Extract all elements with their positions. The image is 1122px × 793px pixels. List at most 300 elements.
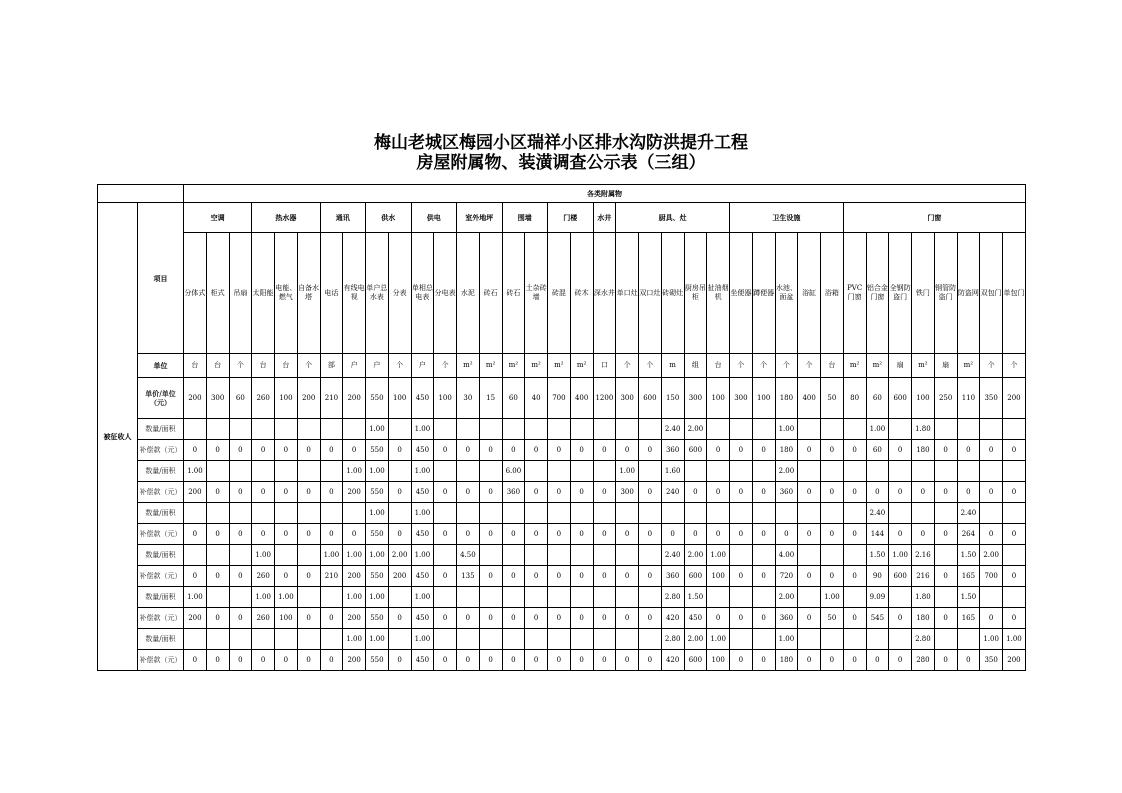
qty-cell [297,419,320,440]
comp-cell: 0 [934,440,957,461]
comp-label: 补偿款（元） [138,566,184,587]
comp-cell: 210 [320,566,343,587]
qty-cell [479,587,502,608]
comp-cell: 0 [616,566,639,587]
unit-cell: 个 [639,354,662,378]
qty-cell [821,629,844,650]
qty-cell [616,629,639,650]
qty-cell [229,419,252,440]
qty-cell: 1.00 [866,419,889,440]
qty-cell [570,419,593,440]
unit-cell: m² [502,354,525,378]
comp-cell: 0 [229,650,252,671]
qty-cell [593,461,616,482]
comp-cell: 0 [320,650,343,671]
item-name: PVC门窗 [843,233,866,354]
qty-cell: 1.00 [411,629,434,650]
qty-cell: 1.50 [684,587,707,608]
price-cell: 200 [297,378,320,419]
comp-cell: 0 [502,650,525,671]
qty-cell [593,503,616,524]
item-name: 单相总电表 [411,233,434,354]
table-row [98,419,1026,440]
comp-cell: 0 [252,482,275,503]
comp-cell: 0 [639,608,662,629]
qty-cell: 2.80 [661,587,684,608]
qty-cell: 1.00 [707,629,730,650]
item-name: 铝合金门窗 [866,233,889,354]
comp-cell: 0 [639,650,662,671]
unit-cell: m² [548,354,571,378]
item-name: 浴缸 [798,233,821,354]
qty-cell: 1.00 [411,545,434,566]
comp-cell: 0 [934,566,957,587]
qty-cell: 1.50 [957,545,980,566]
comp-cell: 0 [1003,440,1026,461]
qty-cell [752,587,775,608]
comp-cell: 0 [525,524,548,545]
price-cell: 110 [957,378,980,419]
unit-cell: 台 [821,354,844,378]
comp-cell: 100 [707,650,730,671]
comp-cell: 264 [957,524,980,545]
comp-cell: 300 [616,482,639,503]
qty-cell: 1.00 [366,587,389,608]
qty-cell: 2.80 [661,629,684,650]
comp-cell: 0 [684,482,707,503]
comp-cell: 0 [980,608,1003,629]
price-cell: 400 [570,378,593,419]
comp-cell: 260 [252,566,275,587]
qty-cell: 1.00 [1003,629,1026,650]
qty-cell: 1.00 [411,587,434,608]
qty-cell [912,503,935,524]
qty-cell [275,461,298,482]
qty-cell [252,629,275,650]
qty-label: 数量/面积 [138,503,184,524]
comp-cell: 0 [297,650,320,671]
comp-cell: 0 [502,608,525,629]
comp-cell: 0 [548,608,571,629]
item-name: 全钢防盗门 [889,233,912,354]
qty-cell [934,503,957,524]
comp-cell: 0 [616,440,639,461]
comp-cell: 0 [707,524,730,545]
comp-cell: 0 [957,482,980,503]
item-name: 有线电视 [343,233,366,354]
item-name: 柜式 [206,233,229,354]
comp-cell: 0 [934,650,957,671]
comp-cell: 0 [388,608,411,629]
qty-cell [821,503,844,524]
comp-cell: 0 [525,650,548,671]
comp-cell: 0 [730,440,753,461]
comp-cell: 0 [798,608,821,629]
unit-cell: 组 [684,354,707,378]
qty-cell: 1.00 [366,461,389,482]
comp-cell: 0 [275,482,298,503]
item-name: 蹲便器 [752,233,775,354]
comp-cell: 216 [912,566,935,587]
comp-cell: 0 [593,482,616,503]
qty-cell [639,419,662,440]
comp-cell: 0 [570,524,593,545]
owner-header: 被征收人 [98,203,138,671]
qty-cell [479,461,502,482]
comp-cell: 420 [661,650,684,671]
qty-cell [639,503,662,524]
qty-cell [252,419,275,440]
comp-cell: 0 [388,482,411,503]
comp-cell: 0 [502,566,525,587]
comp-cell: 0 [502,440,525,461]
unit-cell: 个 [775,354,798,378]
unit-cell: 个 [229,354,252,378]
comp-cell: 0 [798,524,821,545]
qty-cell [206,503,229,524]
comp-cell: 0 [639,524,662,545]
comp-cell: 0 [206,482,229,503]
price-cell: 350 [980,378,1003,419]
comp-cell: 360 [775,482,798,503]
unit-cell: m [661,354,684,378]
qty-cell [320,629,343,650]
qty-cell [502,419,525,440]
qty-cell [502,587,525,608]
comp-cell: 0 [457,608,480,629]
qty-cell [752,503,775,524]
qty-cell [457,419,480,440]
table-row [98,378,1026,419]
qty-cell [502,503,525,524]
comp-cell: 0 [1003,566,1026,587]
comp-cell: 0 [457,524,480,545]
comp-cell: 450 [411,524,434,545]
qty-cell [889,629,912,650]
group-header: 门窗 [843,203,1025,233]
comp-cell: 0 [275,650,298,671]
comp-cell: 0 [206,650,229,671]
qty-cell [502,629,525,650]
comp-cell: 0 [730,524,753,545]
unit-cell: 户 [411,354,434,378]
comp-cell: 0 [206,608,229,629]
qty-cell [980,503,1003,524]
qty-cell [457,629,480,650]
qty-cell [343,503,366,524]
comp-cell: 0 [593,566,616,587]
comp-cell: 200 [1003,650,1026,671]
comp-cell: 0 [934,482,957,503]
qty-cell: 1.00 [184,461,207,482]
qty-cell: 1.80 [912,419,935,440]
qty-cell [229,545,252,566]
qty-cell [980,587,1003,608]
qty-cell [730,629,753,650]
qty-cell [297,545,320,566]
qty-cell [525,629,548,650]
price-cell: 60 [229,378,252,419]
price-cell: 250 [934,378,957,419]
qty-cell [525,587,548,608]
qty-cell [912,461,935,482]
qty-cell: 1.00 [343,461,366,482]
comp-cell: 0 [730,650,753,671]
qty-cell: 1.00 [411,503,434,524]
unit-cell: 个 [730,354,753,378]
price-label: 单价/单位（元） [138,378,184,419]
unit-cell: 台 [707,354,730,378]
qty-cell [570,461,593,482]
qty-cell [275,629,298,650]
comp-cell: 0 [980,482,1003,503]
item-name: 太阳能 [252,233,275,354]
qty-cell: 2.40 [866,503,889,524]
comp-cell: 0 [252,440,275,461]
qty-cell [184,419,207,440]
qty-cell [229,587,252,608]
table-row [98,566,1026,587]
comp-cell: 0 [639,482,662,503]
comp-cell: 200 [184,608,207,629]
comp-cell: 200 [343,608,366,629]
qty-cell [957,629,980,650]
unit-cell: 台 [184,354,207,378]
unit-cell: m² [457,354,480,378]
unit-cell: m² [912,354,935,378]
qty-cell: 1.00 [366,545,389,566]
comp-cell: 200 [184,482,207,503]
qty-cell: 1.60 [661,461,684,482]
qty-cell [252,461,275,482]
comp-cell: 180 [912,440,935,461]
qty-cell [457,503,480,524]
item-name: 浴箱 [821,233,844,354]
qty-cell [752,629,775,650]
comp-cell: 0 [320,608,343,629]
comp-cell: 0 [502,524,525,545]
table-row [98,524,1026,545]
qty-cell [457,587,480,608]
qty-cell: 1.00 [320,545,343,566]
qty-cell [229,503,252,524]
qty-cell [570,629,593,650]
comp-cell: 0 [548,440,571,461]
table-row [98,354,1026,378]
price-cell: 80 [843,378,866,419]
price-cell: 200 [343,378,366,419]
comp-cell: 0 [775,524,798,545]
qty-cell [1003,503,1026,524]
item-name: 土杂砖墙 [525,233,548,354]
table-row [98,440,1026,461]
comp-cell: 0 [889,608,912,629]
qty-cell [297,587,320,608]
qty-cell: 1.80 [912,587,935,608]
qty-cell [479,545,502,566]
item-name: 双包门 [980,233,1003,354]
comp-cell: 0 [525,482,548,503]
qty-cell [593,629,616,650]
qty-cell [184,629,207,650]
qty-cell [843,587,866,608]
qty-cell [388,419,411,440]
qty-cell: 1.00 [252,545,275,566]
top-header: 各类附属物 [184,185,1026,203]
comp-cell: 0 [252,524,275,545]
comp-cell: 600 [684,440,707,461]
qty-label: 数量/面积 [138,419,184,440]
qty-cell [388,629,411,650]
price-cell: 100 [434,378,457,419]
unit-cell: m² [866,354,889,378]
comp-cell: 180 [775,440,798,461]
qty-cell [752,545,775,566]
qty-cell [639,587,662,608]
comp-cell: 0 [889,440,912,461]
comp-cell: 0 [798,566,821,587]
price-cell: 200 [1003,378,1026,419]
qty-cell [343,419,366,440]
price-cell: 50 [821,378,844,419]
qty-cell: 1.00 [980,629,1003,650]
item-name: 防盗网 [957,233,980,354]
qty-cell [479,503,502,524]
qty-cell [843,629,866,650]
comp-cell: 0 [798,482,821,503]
price-cell: 40 [525,378,548,419]
comp-cell: 0 [548,566,571,587]
comp-cell: 0 [730,608,753,629]
price-cell: 30 [457,378,480,419]
table-row [98,629,1026,650]
comp-cell: 0 [434,608,457,629]
qty-cell [980,419,1003,440]
qty-cell [1003,419,1026,440]
unit-cell: 个 [434,354,457,378]
qty-cell [957,419,980,440]
qty-label: 数量/面积 [138,587,184,608]
comp-cell: 0 [980,440,1003,461]
price-cell: 150 [661,378,684,419]
comp-cell: 450 [411,650,434,671]
item-name: 砖砌灶 [661,233,684,354]
unit-cell: 台 [206,354,229,378]
comp-cell: 360 [502,482,525,503]
comp-cell: 0 [434,482,457,503]
comp-cell: 200 [343,566,366,587]
comp-cell: 0 [479,650,502,671]
comp-cell: 360 [661,566,684,587]
qty-cell [798,629,821,650]
comp-cell: 0 [457,650,480,671]
comp-cell: 0 [206,440,229,461]
item-name: 深水井 [593,233,616,354]
qty-cell [707,461,730,482]
comp-cell: 350 [980,650,1003,671]
price-cell: 450 [411,378,434,419]
qty-cell: 2.00 [775,587,798,608]
qty-cell [707,419,730,440]
comp-cell: 0 [616,524,639,545]
comp-cell: 0 [570,650,593,671]
comp-cell: 550 [366,482,389,503]
comp-cell: 450 [411,482,434,503]
unit-cell: 个 [388,354,411,378]
unit-cell: 口 [593,354,616,378]
comp-cell: 0 [570,440,593,461]
qty-cell [684,461,707,482]
group-header: 门楼 [548,203,594,233]
comp-cell: 0 [843,608,866,629]
unit-cell: 台 [275,354,298,378]
comp-cell: 600 [684,650,707,671]
qty-cell [730,419,753,440]
item-name: 钢管防盗门 [934,233,957,354]
comp-cell: 0 [525,608,548,629]
comp-cell: 0 [252,650,275,671]
qty-cell [479,629,502,650]
qty-cell: 2.00 [684,545,707,566]
unit-cell: m² [479,354,502,378]
comp-cell: 0 [275,524,298,545]
comp-cell: 720 [775,566,798,587]
comp-cell: 0 [934,524,957,545]
table-row [98,587,1026,608]
unit-cell: m² [843,354,866,378]
item-name: 铁门 [912,233,935,354]
qty-cell [775,503,798,524]
title-line-1: 梅山老城区梅园小区瑞祥小区排水沟防洪提升工程 [374,133,748,153]
comp-cell: 0 [957,440,980,461]
comp-cell: 0 [479,608,502,629]
comp-cell: 0 [388,524,411,545]
qty-cell [320,503,343,524]
qty-cell [548,419,571,440]
qty-cell [593,587,616,608]
qty-cell [1003,461,1026,482]
price-cell: 600 [889,378,912,419]
comp-cell: 550 [366,608,389,629]
table-row [98,503,1026,524]
comp-cell: 0 [297,482,320,503]
comp-cell: 0 [343,440,366,461]
comp-cell: 200 [343,482,366,503]
comp-cell: 144 [866,524,889,545]
comp-cell: 0 [957,650,980,671]
qty-cell [843,545,866,566]
comp-cell: 0 [229,566,252,587]
table-row [98,545,1026,566]
comp-label: 补偿款（元） [138,608,184,629]
comp-cell: 0 [684,524,707,545]
qty-cell [206,629,229,650]
comp-label: 补偿款（元） [138,482,184,503]
price-cell: 400 [798,378,821,419]
comp-cell: 0 [707,482,730,503]
comp-cell: 0 [707,608,730,629]
comp-cell: 0 [821,482,844,503]
unit-cell: 户 [343,354,366,378]
qty-cell [434,461,457,482]
qty-cell [889,419,912,440]
qty-cell [684,503,707,524]
price-cell: 300 [730,378,753,419]
qty-cell: 2.00 [684,629,707,650]
comp-cell: 0 [320,524,343,545]
comp-cell: 0 [479,524,502,545]
comp-cell: 0 [616,650,639,671]
